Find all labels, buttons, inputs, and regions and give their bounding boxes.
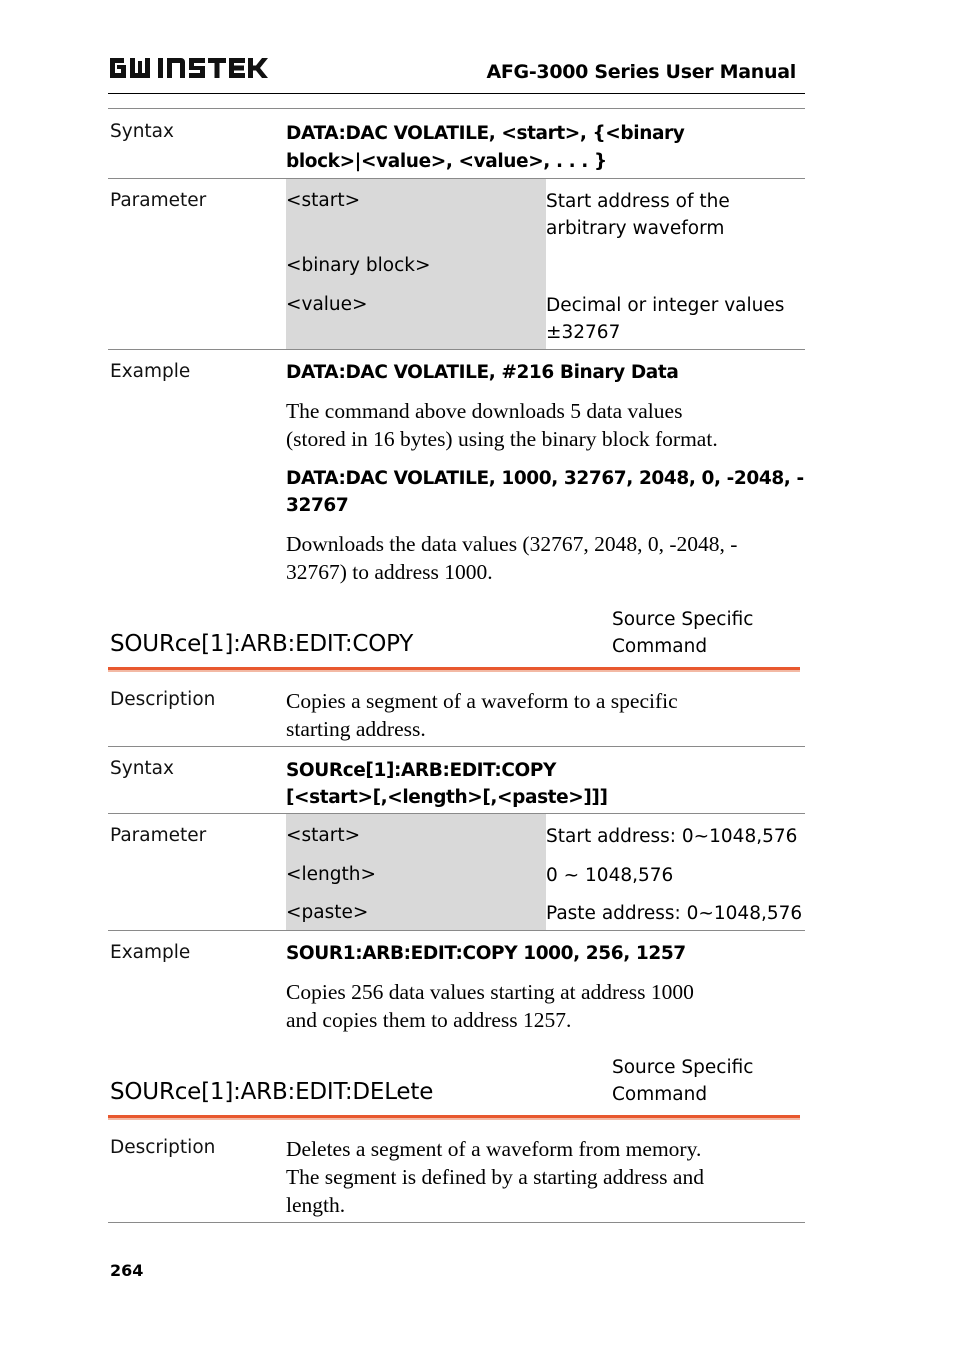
dac-syntax-label: Syntax bbox=[110, 121, 174, 142]
dac-example1-command: DATA:DAC VOLATILE, #216 Binary Data bbox=[286, 362, 679, 383]
copy-param-length: <length> bbox=[286, 864, 376, 885]
dac-example2-text-line1: Downloads the data values (32767, 2048, 0, -2048, - bbox=[286, 532, 738, 556]
dac-example2-command-line1: DATA:DAC VOLATILE, 1000, 32767, 2048, 0, -2048, - bbox=[286, 468, 804, 489]
dac-example2-command-line2: 32767 bbox=[286, 495, 349, 516]
copy-section-tag-line2: Command bbox=[612, 636, 708, 657]
copy-section-tag-line1: Source Specific bbox=[612, 609, 754, 630]
page-number: 264 bbox=[110, 1261, 144, 1280]
copy-param-start-desc: Start address: 0~1048,576 bbox=[546, 826, 798, 847]
copy-param-paste: <paste> bbox=[286, 902, 369, 923]
divider bbox=[108, 349, 805, 350]
dac-example1-text-line1: The command above downloads 5 data values bbox=[286, 399, 683, 423]
delete-description-line3: length. bbox=[286, 1193, 346, 1217]
section-heading-rule-shadow bbox=[108, 670, 800, 672]
copy-description-line2: starting address. bbox=[286, 717, 426, 741]
copy-example-label: Example bbox=[110, 942, 191, 963]
copy-syntax-line1: SOURce[1]:ARB:EDIT:COPY bbox=[286, 760, 557, 781]
dac-example1-text-line2: (stored in 16 bytes) using the binary block format. bbox=[286, 427, 718, 451]
divider bbox=[108, 1222, 805, 1223]
copy-example-text-line2: and copies them to address 1257. bbox=[286, 1008, 572, 1032]
copy-example-command: SOUR1:ARB:EDIT:COPY 1000, 256, 1257 bbox=[286, 943, 686, 964]
delete-description-line1: Deletes a segment of a waveform from memory. bbox=[286, 1137, 702, 1161]
header-rule-top bbox=[108, 93, 805, 94]
delete-section-title: SOURce[1]:ARB:EDIT:DELete bbox=[110, 1079, 434, 1105]
manual-title: AFG-3000 Series User Manual bbox=[486, 61, 796, 83]
dac-param-value-desc-line1: Decimal or integer values bbox=[546, 295, 785, 316]
copy-description-line1: Copies a segment of a waveform to a specific bbox=[286, 689, 678, 713]
gw-instek-logo bbox=[108, 52, 278, 82]
dac-param-value: <value> bbox=[286, 294, 368, 315]
dac-param-value-desc-line2: ±32767 bbox=[546, 322, 621, 343]
divider bbox=[108, 930, 805, 931]
delete-section-tag-line1: Source Specific bbox=[612, 1057, 754, 1078]
header-rule-bottom bbox=[108, 108, 805, 109]
copy-section-title: SOURce[1]:ARB:EDIT:COPY bbox=[110, 631, 414, 657]
copy-syntax-line2: [<start>[,<length>[,<paste>]]] bbox=[286, 787, 608, 808]
dac-syntax-line1: DATA:DAC VOLATILE, <start>, {<binary bbox=[286, 123, 685, 144]
dac-syntax-line2: block>|<value>, <value>, . . . } bbox=[286, 151, 607, 172]
copy-param-paste-desc: Paste address: 0~1048,576 bbox=[546, 903, 803, 924]
copy-parameter-label: Parameter bbox=[110, 825, 207, 846]
copy-param-length-desc: 0 ~ 1048,576 bbox=[546, 865, 674, 886]
copy-example-text-line1: Copies 256 data values starting at address 1000 bbox=[286, 980, 694, 1004]
dac-param-start: <start> bbox=[286, 190, 361, 211]
copy-syntax-label: Syntax bbox=[110, 758, 174, 779]
dac-param-start-desc-line1: Start address of the bbox=[546, 191, 730, 212]
delete-description-label: Description bbox=[110, 1137, 216, 1158]
dac-parameter-label: Parameter bbox=[110, 190, 207, 211]
dac-example-label: Example bbox=[110, 361, 191, 382]
delete-section-tag-line2: Command bbox=[612, 1084, 708, 1105]
copy-param-start: <start> bbox=[286, 825, 361, 846]
gw-instek-logo-graphic bbox=[108, 52, 278, 82]
divider bbox=[108, 746, 805, 747]
dac-param-start-desc-line2: arbitrary waveform bbox=[546, 218, 725, 239]
section-heading-rule-shadow bbox=[108, 1118, 800, 1120]
dac-param-binary-block: <binary block> bbox=[286, 255, 431, 276]
delete-description-line2: The segment is defined by a starting address and bbox=[286, 1165, 704, 1189]
copy-description-label: Description bbox=[110, 689, 216, 710]
dac-example2-text-line2: 32767) to address 1000. bbox=[286, 560, 493, 584]
